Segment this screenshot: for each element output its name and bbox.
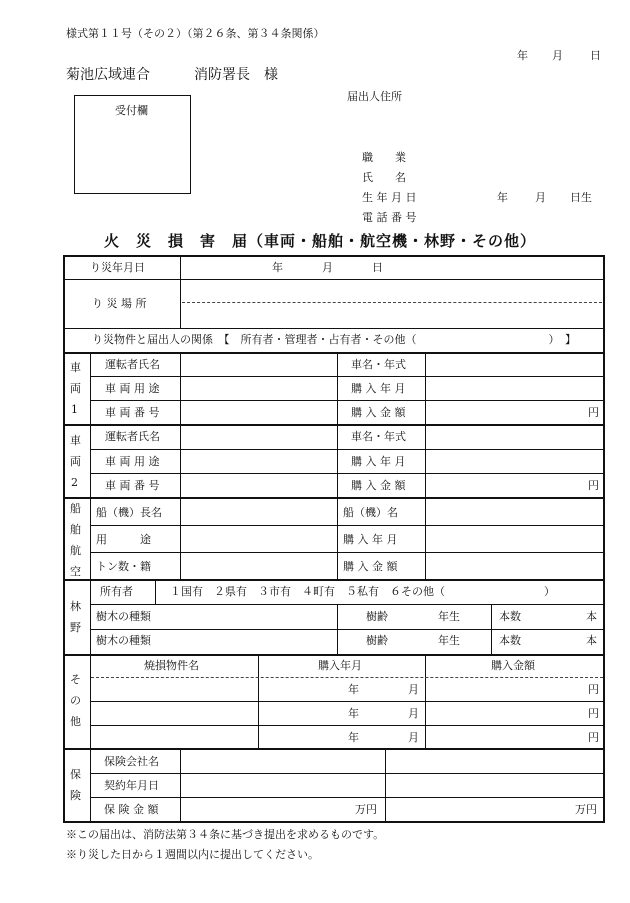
forest-char-2: 野 (70, 621, 81, 634)
forest-tree1-age-label: 樹齢 (366, 610, 388, 623)
forest-tree1-count-label: 本数 (499, 610, 521, 623)
vehicle2-number-label: 車 両 番 号 (105, 479, 160, 492)
vessel-char-3: 航 (70, 544, 81, 557)
vehicle2-model-label: 車名・年式 (351, 430, 406, 443)
vehicle1-char-3: 1 (71, 403, 78, 416)
disaster-day-label: 日 (372, 261, 383, 274)
birth-month-label: 月 (535, 191, 546, 204)
vessel-purchase-date-label: 購 入 年 月 (343, 533, 398, 546)
insurance-company-label: 保険会社名 (104, 755, 159, 768)
other-char-1: そ (70, 673, 81, 686)
vehicle2-char-1: 車 (70, 434, 81, 447)
disaster-date-label: り災年月日 (90, 261, 145, 274)
vehicle2-char-2: 両 (70, 455, 81, 468)
vehicle1-price-label: 購 入 金 額 (351, 406, 406, 419)
other-row2-month: 月 (408, 707, 419, 720)
other-col-date: 購入年月 (318, 659, 362, 672)
vehicle2-char-3: 2 (71, 476, 78, 489)
vehicle1-purchase-date-label: 購 入 年 月 (351, 382, 406, 395)
name-label: 氏 名 (362, 171, 406, 184)
phone-label: 電 話 番 号 (362, 211, 417, 224)
form-title: 火 災 損 害 届（車両・船舶・航空機・林野・その他） (104, 232, 537, 250)
vessel-name-label: 船（機）名 (343, 506, 398, 519)
other-char-3: 他 (70, 715, 81, 728)
vehicle1-driver-label: 運転者氏名 (105, 358, 160, 371)
other-row1-year: 年 (348, 683, 359, 696)
vehicle1-char-1: 車 (70, 361, 81, 374)
disaster-place-label: り 災 場 所 (92, 297, 147, 310)
other-row1-month: 月 (408, 683, 419, 696)
vehicle1-number-label: 車 両 番 号 (105, 406, 160, 419)
vehicle2-currency: 円 (588, 479, 599, 492)
insurance-char-2: 険 (70, 789, 81, 802)
note-2: ※り災した日から１週間以内に提出してください。 (66, 848, 319, 861)
vessel-captain-label: 船（機）長名 (96, 506, 162, 519)
vessel-tonnage-label: トン数・籍 (96, 560, 151, 573)
reception-label: 受付欄 (115, 104, 148, 117)
vehicle1-model-label: 車名・年式 (351, 358, 406, 371)
date-year-label: 年 (517, 49, 528, 62)
vessel-char-1: 船 (70, 502, 81, 515)
other-header-dashed-line (91, 677, 603, 678)
insurance-amount-unit-2: 万円 (575, 803, 597, 816)
reception-box (74, 95, 191, 194)
applicant-address-label: 届出人住所 (347, 90, 402, 103)
place-dashed-line (182, 302, 602, 303)
vehicle2-usage-label: 車 両 用 途 (105, 455, 160, 468)
other-char-2: の (70, 694, 81, 707)
insurance-char-1: 保 (70, 768, 81, 781)
forest-tree2-type-label: 樹木の種類 (96, 634, 151, 647)
vessel-price-label: 購 入 金 額 (343, 560, 398, 573)
forest-owner-options: １国有 ２県有 ３市有 ４町有 ５私有 ６その他（ ） (170, 585, 555, 598)
birthdate-label: 生 年 月 日 (362, 191, 417, 204)
addressee-org: 菊池広域連合 (66, 67, 150, 83)
other-row3-currency: 円 (588, 731, 599, 744)
other-row1-currency: 円 (588, 683, 599, 696)
insurance-amount-label: 保 険 金 額 (104, 803, 159, 816)
other-row3-month: 月 (408, 731, 419, 744)
birth-year-label: 年 (497, 191, 508, 204)
disaster-year-label: 年 (272, 261, 283, 274)
other-col-item: 焼損物件名 (144, 659, 199, 672)
birth-day-label: 日生 (570, 191, 592, 204)
forest-char-1: 林 (70, 600, 81, 613)
vehicle2-purchase-date-label: 購 入 年 月 (351, 455, 406, 468)
relation-text: り災物件と届出人の関係 【 所有者・管理者・占有者・その他（ ） 】 (92, 333, 576, 346)
insurance-contract-label: 契約年月日 (104, 779, 159, 792)
forest-tree2-count-label: 本数 (499, 634, 521, 647)
forest-tree1-count-unit: 本 (586, 610, 597, 623)
vehicle2-price-label: 購 入 金 額 (351, 479, 406, 492)
note-1: ※この届出は、消防法第３４条に基づき提出を求めるものです。 (66, 828, 385, 841)
forest-tree2-age-unit: 年生 (438, 634, 460, 647)
other-row2-currency: 円 (588, 707, 599, 720)
vessel-char-4: 空 (70, 565, 81, 578)
forest-tree2-age-label: 樹齢 (366, 634, 388, 647)
vehicle1-currency: 円 (588, 406, 599, 419)
forest-tree1-age-unit: 年生 (438, 610, 460, 623)
form-number: 様式第１１号（その２）（第２６条、第３４条関係） (66, 27, 325, 40)
other-row3-year: 年 (348, 731, 359, 744)
date-month-label: 月 (552, 49, 563, 62)
addressee-title: 消防署長 様 (194, 67, 278, 83)
other-row2-year: 年 (348, 707, 359, 720)
vessel-char-2: 舶 (70, 523, 81, 536)
date-day-label: 日 (590, 49, 601, 62)
vessel-usage-label: 用 途 (96, 533, 151, 546)
vehicle2-driver-label: 運転者氏名 (105, 430, 160, 443)
forest-owner-label: 所有者 (100, 585, 133, 598)
vehicle1-usage-label: 車 両 用 途 (105, 382, 160, 395)
forest-tree2-count-unit: 本 (586, 634, 597, 647)
vehicle1-char-2: 両 (70, 382, 81, 395)
other-col-price: 購入金額 (491, 659, 535, 672)
occupation-label: 職 業 (362, 151, 406, 164)
disaster-month-label: 月 (322, 261, 333, 274)
forest-tree1-type-label: 樹木の種類 (96, 610, 151, 623)
insurance-amount-unit-1: 万円 (355, 803, 377, 816)
